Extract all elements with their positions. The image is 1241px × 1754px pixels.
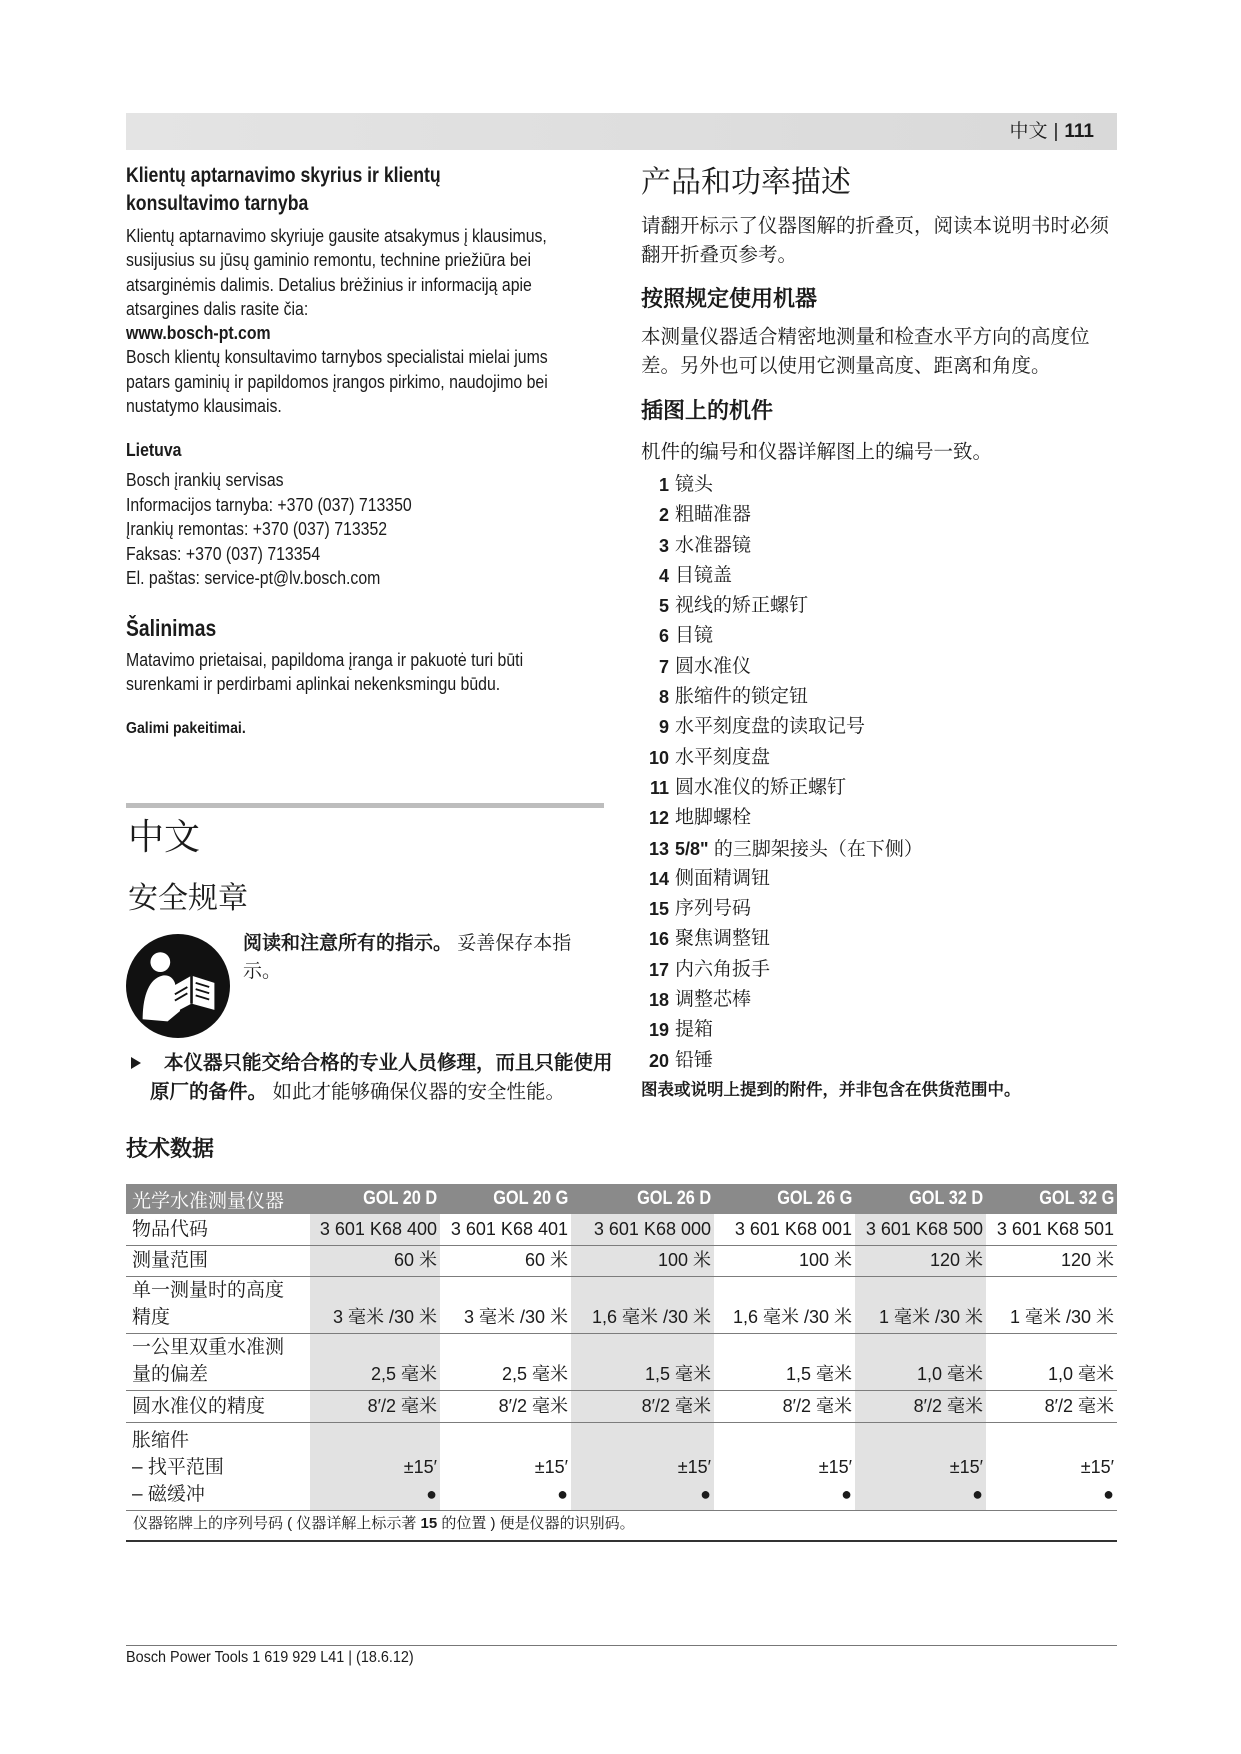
table-cell: 8′/2 毫米 xyxy=(714,1390,855,1422)
row-label xyxy=(126,1422,310,1510)
intended-use-heading: 按照规定使用机器 xyxy=(641,286,818,311)
part-number: 3 xyxy=(658,535,669,556)
row-label xyxy=(126,1276,310,1333)
parts-list xyxy=(641,470,1111,1076)
read-manual-icon xyxy=(126,934,230,1038)
table-cell: 3 601 K68 400 xyxy=(310,1214,440,1245)
tech-data-table xyxy=(126,1184,1117,1542)
header-separator: | xyxy=(1053,121,1059,142)
row-label-line: – 磁缓冲 xyxy=(132,1483,205,1505)
table-row xyxy=(126,1422,1117,1510)
table-cell: 1 毫米 /30 米 xyxy=(986,1276,1117,1333)
part-label: 目镜盖 xyxy=(675,564,733,586)
part-number: 2 xyxy=(658,505,669,526)
table-cell: 120 米 xyxy=(855,1245,986,1276)
column-header-text: GOL 20 G xyxy=(492,1188,568,1209)
product-paragraph xyxy=(641,212,1109,270)
table-cell: 8′/2 毫米 xyxy=(440,1390,571,1422)
changes-note-text: Galimi pakeitimai. xyxy=(126,720,246,737)
table-row xyxy=(126,1333,1117,1390)
part-number: 16 xyxy=(648,929,669,950)
row-label-line: 胀缩件 xyxy=(132,1429,190,1451)
table-cell: 60 米 xyxy=(440,1245,571,1276)
country-label: Lietuva xyxy=(126,440,182,460)
list-item xyxy=(641,652,1111,682)
table-cell: 1 毫米 /30 米 xyxy=(855,1276,986,1333)
leveling-range-value: ±15′ xyxy=(403,1456,437,1477)
contact-line: El. paštas: service-pt@lv.bosch.com xyxy=(126,568,381,588)
part-thread-size: 5/8" xyxy=(675,838,709,859)
list-item xyxy=(641,743,1111,773)
table-cell: 3 601 K68 000 xyxy=(571,1214,714,1245)
heading-line: konsultavimo tarnyba xyxy=(126,192,309,215)
contact-line: Bosch įrankių servisas xyxy=(126,470,284,490)
footer-text: Bosch Power Tools 1 619 929 L41 | (18.6.12) xyxy=(126,1649,414,1666)
part-number: 5 xyxy=(658,596,669,617)
list-item xyxy=(641,803,1111,833)
column-header: 光学水准测量仪器 xyxy=(126,1184,310,1214)
paragraph-line: surenkami ir perdirbami aplinkai nekenksmingu būdu. xyxy=(126,674,501,694)
note-text: 仪器铭牌上的序列号码 ( 仪器详解上标示著 xyxy=(133,1515,421,1533)
column-header-text: GOL 26 D xyxy=(636,1188,711,1209)
table-header-row xyxy=(126,1184,1117,1214)
row-label xyxy=(126,1333,310,1390)
table-cell: 1,6 毫米 /30 米 xyxy=(571,1276,714,1333)
leveling-range-value: ±15′ xyxy=(677,1456,711,1477)
table-cell: 3 601 K68 001 xyxy=(714,1214,855,1245)
paragraph-line: 本测量仪器适合精密地测量和检查水平方向的高度位 xyxy=(641,326,1090,348)
table-cell: 1,0 毫米 xyxy=(986,1333,1117,1390)
safety-instruction xyxy=(243,930,571,986)
bullet-triangle-icon xyxy=(130,1056,142,1070)
part-number: 6 xyxy=(658,626,669,647)
paragraph-line: Matavimo prietaisai, papildoma įranga ir pakuotė turi būti xyxy=(126,650,524,670)
leveling-range-value: ±15′ xyxy=(949,1456,983,1477)
column-header xyxy=(440,1184,571,1214)
table-cell: 120 米 xyxy=(986,1245,1117,1276)
table-cell: 100 米 xyxy=(571,1245,714,1276)
table-cell: 8′/2 毫米 xyxy=(310,1390,440,1422)
column-header-text: GOL 32 D xyxy=(908,1188,983,1209)
parts-heading: 插图上的机件 xyxy=(641,398,774,423)
website-link[interactable]: www.bosch-pt.com xyxy=(126,323,271,344)
column-header xyxy=(571,1184,714,1214)
column-header-text: GOL 26 G xyxy=(776,1188,852,1209)
part-label: 视线的矫正螺钉 xyxy=(675,595,809,617)
service-heading xyxy=(126,162,501,218)
page-number: 111 xyxy=(1064,121,1094,142)
part-number: 17 xyxy=(648,959,669,980)
disposal-paragraph xyxy=(126,648,577,696)
table-cell xyxy=(310,1422,440,1510)
contact-block xyxy=(126,468,451,591)
part-number: 7 xyxy=(658,656,669,677)
row-label: 圆水准仪的精度 xyxy=(126,1390,310,1422)
part-label: 胀缩件的锁定钮 xyxy=(675,686,809,708)
safety-bold-text: 阅读和注意所有的指示。 xyxy=(243,933,453,954)
magnetic-damping-dot: ● xyxy=(972,1483,983,1504)
part-number: 13 xyxy=(648,838,669,859)
table-row xyxy=(126,1245,1117,1276)
part-label: 粗瞄准器 xyxy=(675,504,752,526)
table-row xyxy=(126,1214,1117,1245)
magnetic-damping-dot: ● xyxy=(557,1483,568,1504)
table-cell: 8′/2 毫米 xyxy=(986,1390,1117,1422)
part-number: 18 xyxy=(648,990,669,1011)
paragraph-line: Bosch klientų konsultavimo tarnybos specialistai mielai jums xyxy=(126,347,548,368)
part-label: 内六角扳手 xyxy=(675,958,771,980)
column-header xyxy=(986,1184,1117,1214)
table-cell: 3 601 K68 500 xyxy=(855,1214,986,1245)
part-number: 19 xyxy=(648,1020,669,1041)
part-number: 9 xyxy=(658,717,669,738)
parts-intro xyxy=(641,438,992,467)
serial-number-note xyxy=(126,1510,1117,1541)
row-label: 物品代码 xyxy=(126,1214,310,1245)
list-item xyxy=(641,682,1111,712)
row-label-line: 量的偏差 xyxy=(132,1363,209,1385)
list-item xyxy=(641,773,1111,803)
table-cell: 1,6 毫米 /30 米 xyxy=(714,1276,855,1333)
part-label: 目镜 xyxy=(675,625,714,647)
list-item xyxy=(641,531,1111,561)
part-label: 序列号码 xyxy=(675,898,752,920)
row-label: 测量范围 xyxy=(126,1245,310,1276)
section-divider xyxy=(126,803,604,808)
part-label: 圆水准仪的矫正螺钉 xyxy=(675,776,847,798)
list-item xyxy=(641,864,1111,894)
page-header-text xyxy=(1009,113,1094,150)
bullet-text: 如此才能够确保仪器的安全性能。 xyxy=(272,1081,565,1103)
part-label: 提箱 xyxy=(675,1019,714,1041)
table-cell: 3 毫米 /30 米 xyxy=(310,1276,440,1333)
part-number: 8 xyxy=(658,687,669,708)
list-item xyxy=(641,834,1111,864)
language-section-title: 中文 xyxy=(128,816,201,857)
list-item xyxy=(641,1046,1111,1076)
part-number: 20 xyxy=(648,1050,669,1071)
leveling-range-value: ±15′ xyxy=(818,1456,852,1477)
part-number: 4 xyxy=(658,565,669,586)
magnetic-damping-dot: ● xyxy=(1103,1483,1114,1504)
table-cell: 60 米 xyxy=(310,1245,440,1276)
bullet-line: 本仪器只能交给合格的专业人员修理，而且只能使用 xyxy=(164,1052,613,1074)
safety-heading: 安全规章 xyxy=(128,882,248,915)
part-number: 15 xyxy=(648,899,669,920)
magnetic-damping-dot: ● xyxy=(700,1483,711,1504)
header-language: 中文 xyxy=(1009,121,1048,142)
paragraph-line: Klientų aptarnavimo skyriuje gausite atsakymus į klausimus, xyxy=(126,226,547,246)
bullet-line xyxy=(150,1078,613,1107)
table-row xyxy=(126,1390,1117,1422)
parts-intro-text: 机件的编号和仪器详解图上的编号一致。 xyxy=(641,441,993,463)
bullet-bold-text: 原厂的备件。 xyxy=(150,1081,268,1103)
table-note-row xyxy=(126,1510,1117,1541)
list-item xyxy=(641,985,1111,1015)
safety-line: 示。 xyxy=(243,961,282,982)
list-item xyxy=(641,894,1111,924)
table-cell: 2,5 毫米 xyxy=(310,1333,440,1390)
table-cell: 3 601 K68 401 xyxy=(440,1214,571,1245)
part-number: 11 xyxy=(649,777,669,798)
table-cell: 1,5 毫米 xyxy=(714,1333,855,1390)
part-label: 镜头 xyxy=(675,474,714,495)
part-label: 圆水准仪 xyxy=(675,655,752,677)
safety-line xyxy=(243,930,571,958)
table-cell: 2,5 毫米 xyxy=(440,1333,571,1390)
paragraph-line: susijusius su jūsų gaminio remontu, technine priežiūra bei xyxy=(126,250,532,271)
magnetic-damping-dot: ● xyxy=(426,1483,437,1504)
list-item xyxy=(641,470,1111,500)
contact-line: Įrankių remontas: +370 (037) 713352 xyxy=(126,519,388,539)
column-header xyxy=(714,1184,855,1214)
intended-use-paragraph xyxy=(641,323,1090,381)
list-item xyxy=(641,924,1111,954)
row-label-line: – 找平范围 xyxy=(132,1456,224,1478)
part-label: 地脚螺栓 xyxy=(675,807,752,829)
footer-divider xyxy=(126,1645,1117,1646)
changes-note xyxy=(126,719,262,739)
part-number: 12 xyxy=(648,808,669,829)
list-item xyxy=(641,500,1111,530)
table-cell: 3 毫米 /30 米 xyxy=(440,1276,571,1333)
part-label: 调整芯棒 xyxy=(675,989,752,1011)
column-header-text: GOL 20 D xyxy=(362,1188,437,1209)
disposal-heading xyxy=(126,613,233,643)
part-number: 14 xyxy=(648,868,669,889)
paragraph-line: nustatymo klausimais. xyxy=(126,396,282,417)
part-label: 水平刻度盘的读取记号 xyxy=(675,716,866,738)
table-cell: 3 601 K68 501 xyxy=(986,1214,1117,1245)
list-item xyxy=(641,712,1111,742)
safety-text: 妥善保存本指 xyxy=(457,933,572,954)
leveling-range-value: ±15′ xyxy=(1080,1456,1114,1477)
paragraph-line: atsargines dalis rasite čia: xyxy=(126,298,309,319)
part-label: 水平刻度盘 xyxy=(675,746,771,768)
magnetic-damping-dot: ● xyxy=(841,1483,852,1504)
tech-data-heading: 技术数据 xyxy=(126,1136,215,1161)
contact-line: Faksas: +370 (037) 713354 xyxy=(126,543,321,564)
list-item xyxy=(641,1015,1111,1045)
part-label: 水准器镜 xyxy=(675,534,752,556)
heading-line: Klientų aptarnavimo skyrius ir klientų xyxy=(126,164,441,187)
column-header xyxy=(855,1184,986,1214)
table-cell xyxy=(714,1422,855,1510)
table-cell: 1,0 毫米 xyxy=(855,1333,986,1390)
note-number: 15 xyxy=(420,1515,438,1533)
note-text: 的位置 ) 便是仪器的识别码。 xyxy=(437,1515,635,1533)
list-item xyxy=(641,621,1111,651)
page-header-bar xyxy=(126,113,1117,150)
disposal-heading-text: Šalinimas xyxy=(126,615,217,641)
table-cell: 8′/2 毫米 xyxy=(571,1390,714,1422)
part-label: 的三脚架接头（在下侧） xyxy=(708,838,923,860)
accessories-note: 图表或说明上提到的附件，并非包含在供货范围中。 xyxy=(641,1081,1021,1099)
row-label-line: 单一测量时的高度 xyxy=(132,1279,285,1301)
paragraph-line: 差。另外也可以使用它测量高度、距离和角度。 xyxy=(641,355,1051,377)
part-label: 铅锤 xyxy=(675,1049,714,1071)
part-label: 侧面精调钮 xyxy=(675,867,771,889)
part-number: 10 xyxy=(648,747,669,768)
table-row xyxy=(126,1276,1117,1333)
table-cell xyxy=(571,1422,714,1510)
part-label: 聚焦调整钮 xyxy=(675,928,771,950)
leveling-range-value: ±15′ xyxy=(534,1456,568,1477)
product-heading: 产品和功率描述 xyxy=(641,166,851,199)
table-cell xyxy=(855,1422,986,1510)
column-header-text: GOL 32 G xyxy=(1038,1188,1114,1209)
contact-line: Informacijos tarnyba: +370 (037) 713350 xyxy=(126,494,412,515)
table-cell xyxy=(440,1422,571,1510)
part-number: 1 xyxy=(658,475,669,495)
paragraph-line: 请翻开标示了仪器图解的折叠页，阅读本说明书时必须 xyxy=(641,215,1110,237)
paragraph-line: 翻开折叠页参考。 xyxy=(641,244,798,266)
page-footer xyxy=(126,1648,446,1668)
paragraph-line: patars gaminių ir papildomos įrangos pirkimo, naudojimo bei xyxy=(126,371,548,392)
service-paragraph xyxy=(126,224,605,418)
safety-bullet xyxy=(150,1049,613,1107)
table-cell: 100 米 xyxy=(714,1245,855,1276)
country-heading xyxy=(126,438,189,462)
table-cell: 8′/2 毫米 xyxy=(855,1390,986,1422)
list-item xyxy=(641,955,1111,985)
list-item xyxy=(641,591,1111,621)
table-cell: 1,5 毫米 xyxy=(571,1333,714,1390)
column-header xyxy=(310,1184,440,1214)
table-cell xyxy=(986,1422,1117,1510)
paragraph-line: atsarginėmis dalimis. Detalius brėžinius ir informaciją apie xyxy=(126,274,532,295)
part-label-composite xyxy=(675,834,923,865)
row-label-line: 精度 xyxy=(132,1306,171,1328)
row-label-line: 一公里双重水准测 xyxy=(132,1336,285,1358)
list-item xyxy=(641,561,1111,591)
